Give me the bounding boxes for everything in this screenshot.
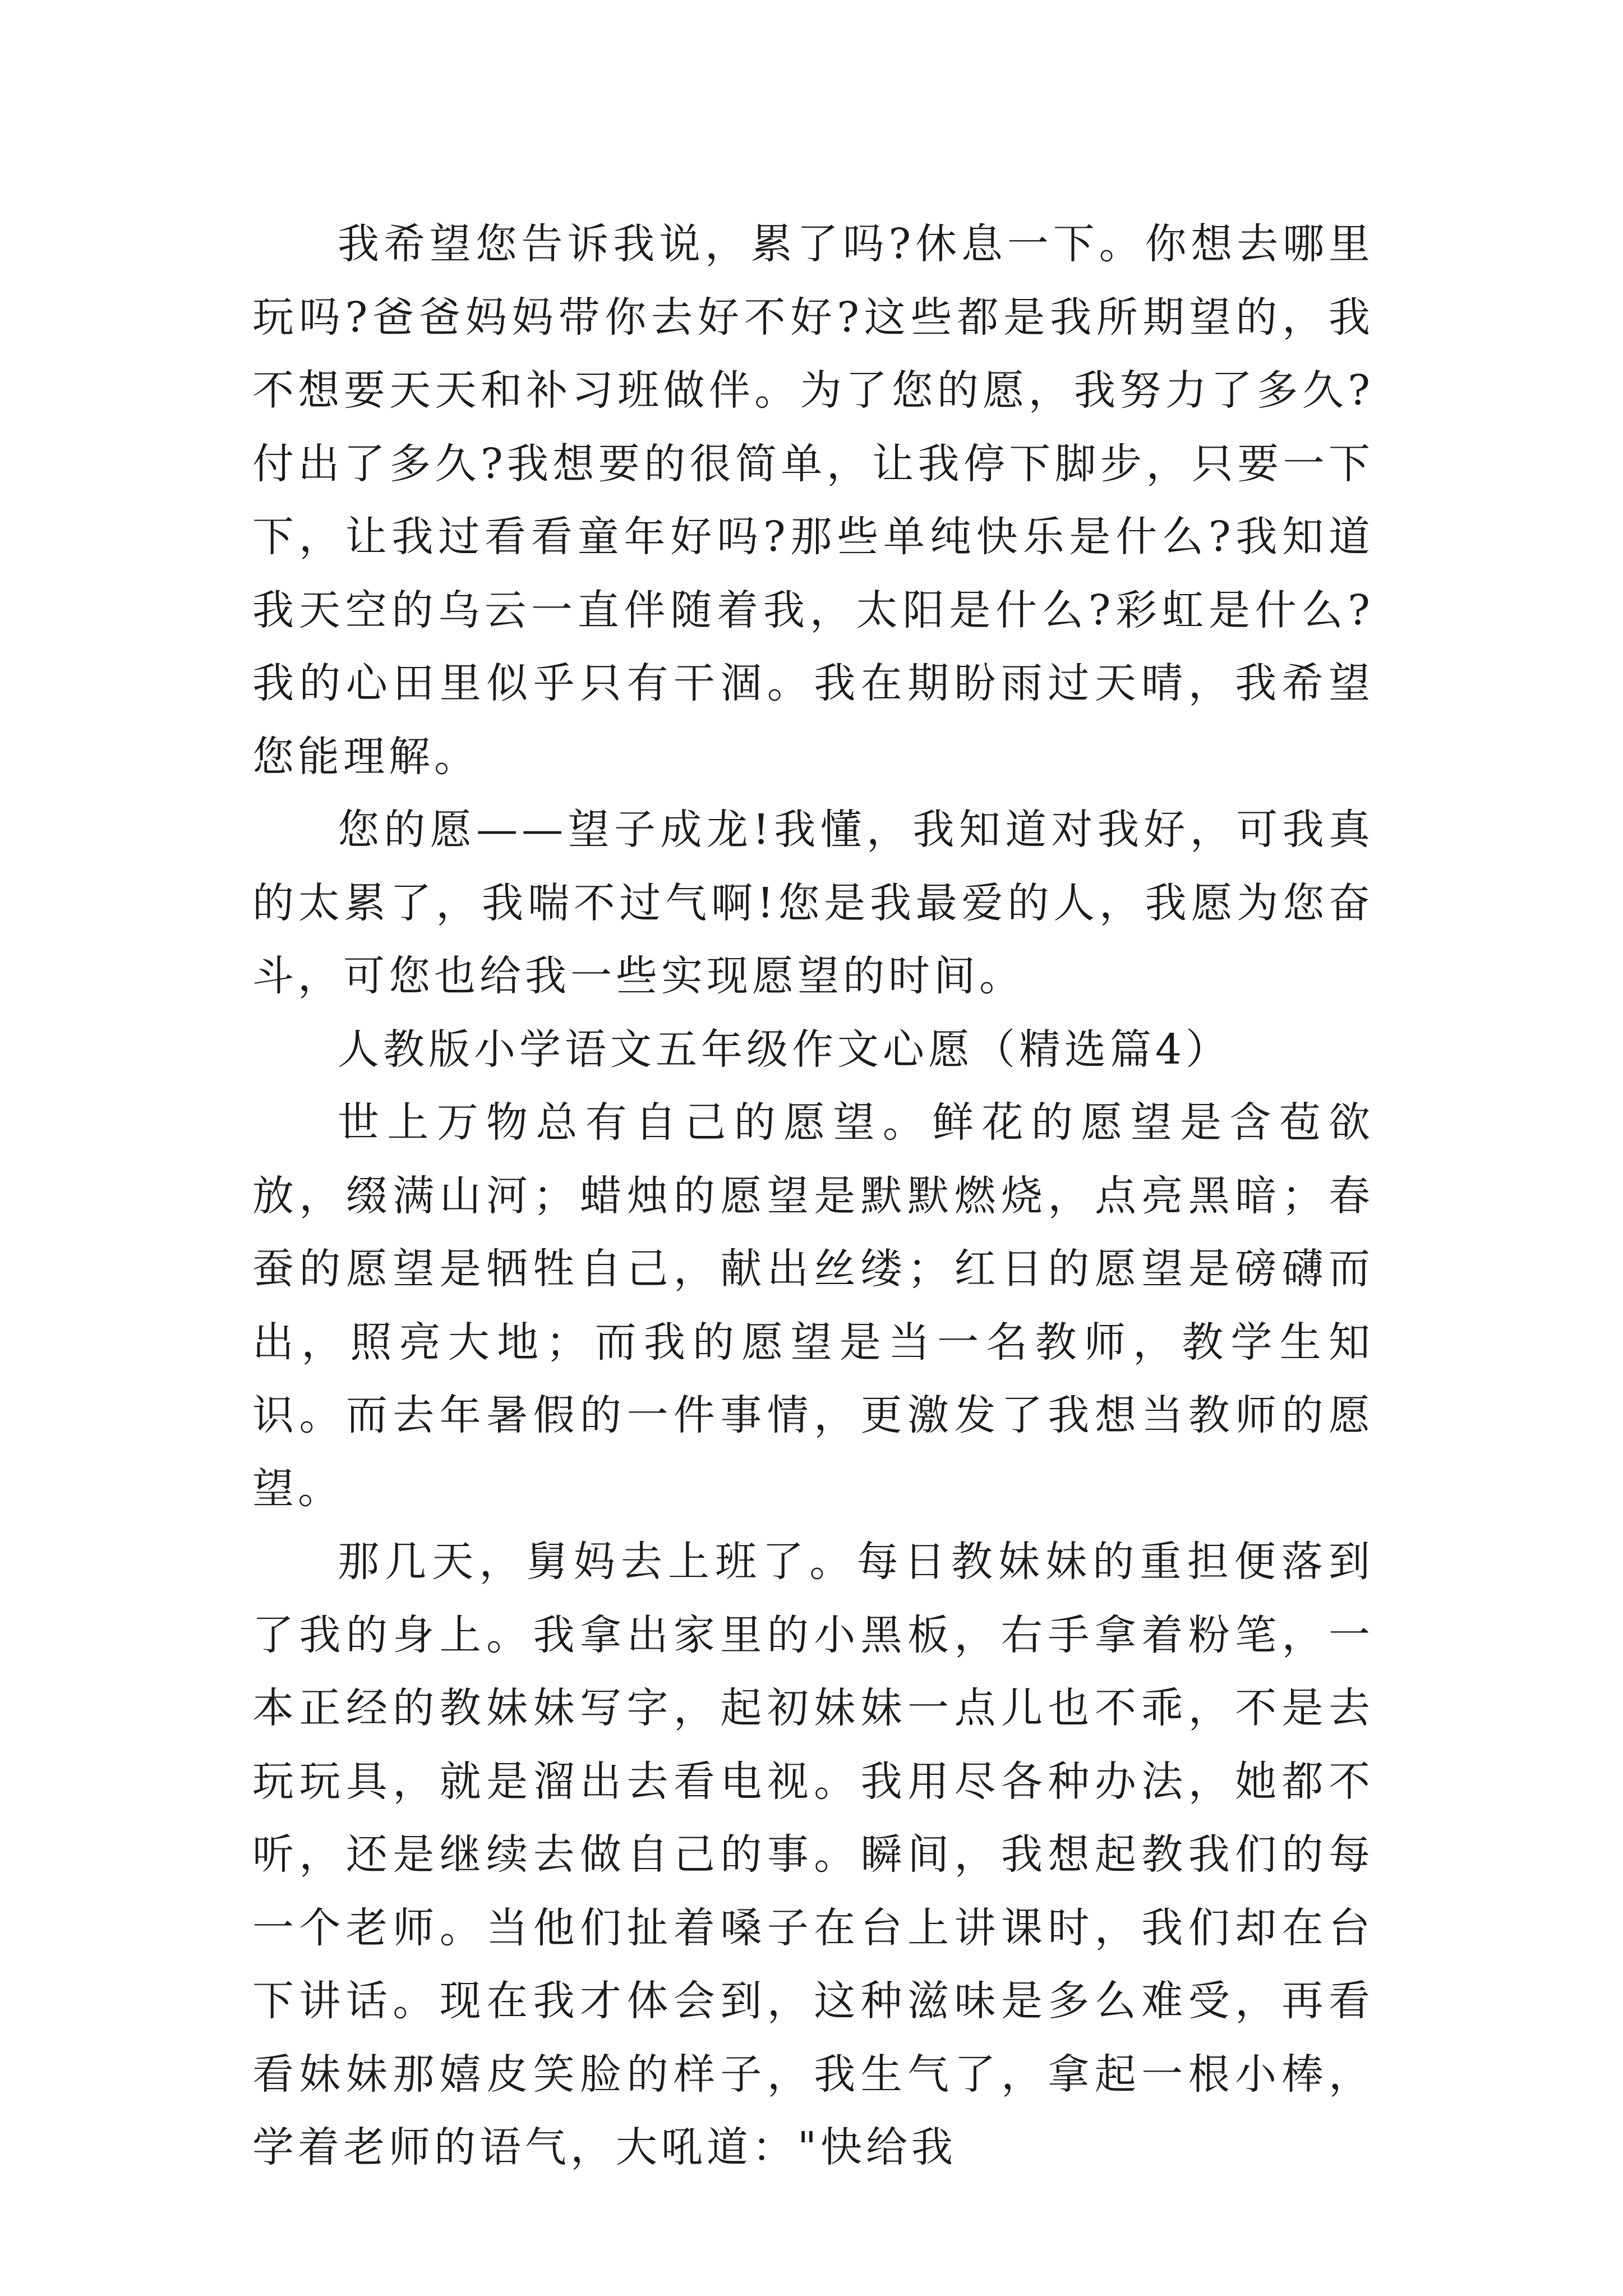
paragraph-parents-hope: 您的愿——望子成龙!我懂，我知道对我好，可我真的太累了，我喘不过气啊!您是我最爱的人，我愿为您奋斗，可您也给我一些实现愿望的时间。 [252, 806, 1374, 1000]
paragraph-wish-rest: 我希望您告诉我说，累了吗?休息一下。你想去哪里玩吗?爸爸妈妈带你去好不好?这些都是我所期望的，我不想要天天和补习班做伴。为了您的愿，我努力了多久?付出了多久?我想要的很简单，让我停下脚步，只要一下下，让我过看看童年好吗?那些单纯快乐是什么?我知道我天空的乌云一直伴随着我，太阳是什么?彩虹是什么?我的心田里似乎只有干涸。我在期盼雨过天晴，我希望您能理解。 [252, 220, 1374, 781]
section-title: 人教版小学语文五年级作文心愿（精选篇4） [338, 1025, 1232, 1074]
paragraph-teacher-wish: 世上万物总有自己的愿望。鲜花的愿望是含苞欲放，缀满山河；蜡烛的愿望是默默燃烧，点亮黑暗；春蚕的愿望是牺牲自己，献出丝缕；红日的愿望是磅礴而出，照亮大地；而我的愿望是当一名教师，教学生知识。而去年暑假的一件事情，更激发了我想当教师的愿望。 [252, 1098, 1374, 1513]
paragraph-teaching-sister: 那几天，舅妈去上班了。每日教妹妹的重担便落到了我的身上。我拿出家里的小黑板，右手拿着粉笔，一本正经的教妹妹写字，起初妹妹一点儿也不乖，不是去玩玩具，就是溜出去看电视。我用尽各种办法，她都不听，还是继续去做自己的事。瞬间，我想起教我们的每一个老师。当他们扯着嗓子在台上讲课时，我们却在台下讲话。现在我才体会到，这种滋味是多么难受，再看看妹妹那嬉皮笑脸的样子，我生气了，拿起一根小棒，学着老师的语气，大吼道："快给我 [252, 1538, 1374, 2171]
document-body [252, 208, 1374, 2184]
